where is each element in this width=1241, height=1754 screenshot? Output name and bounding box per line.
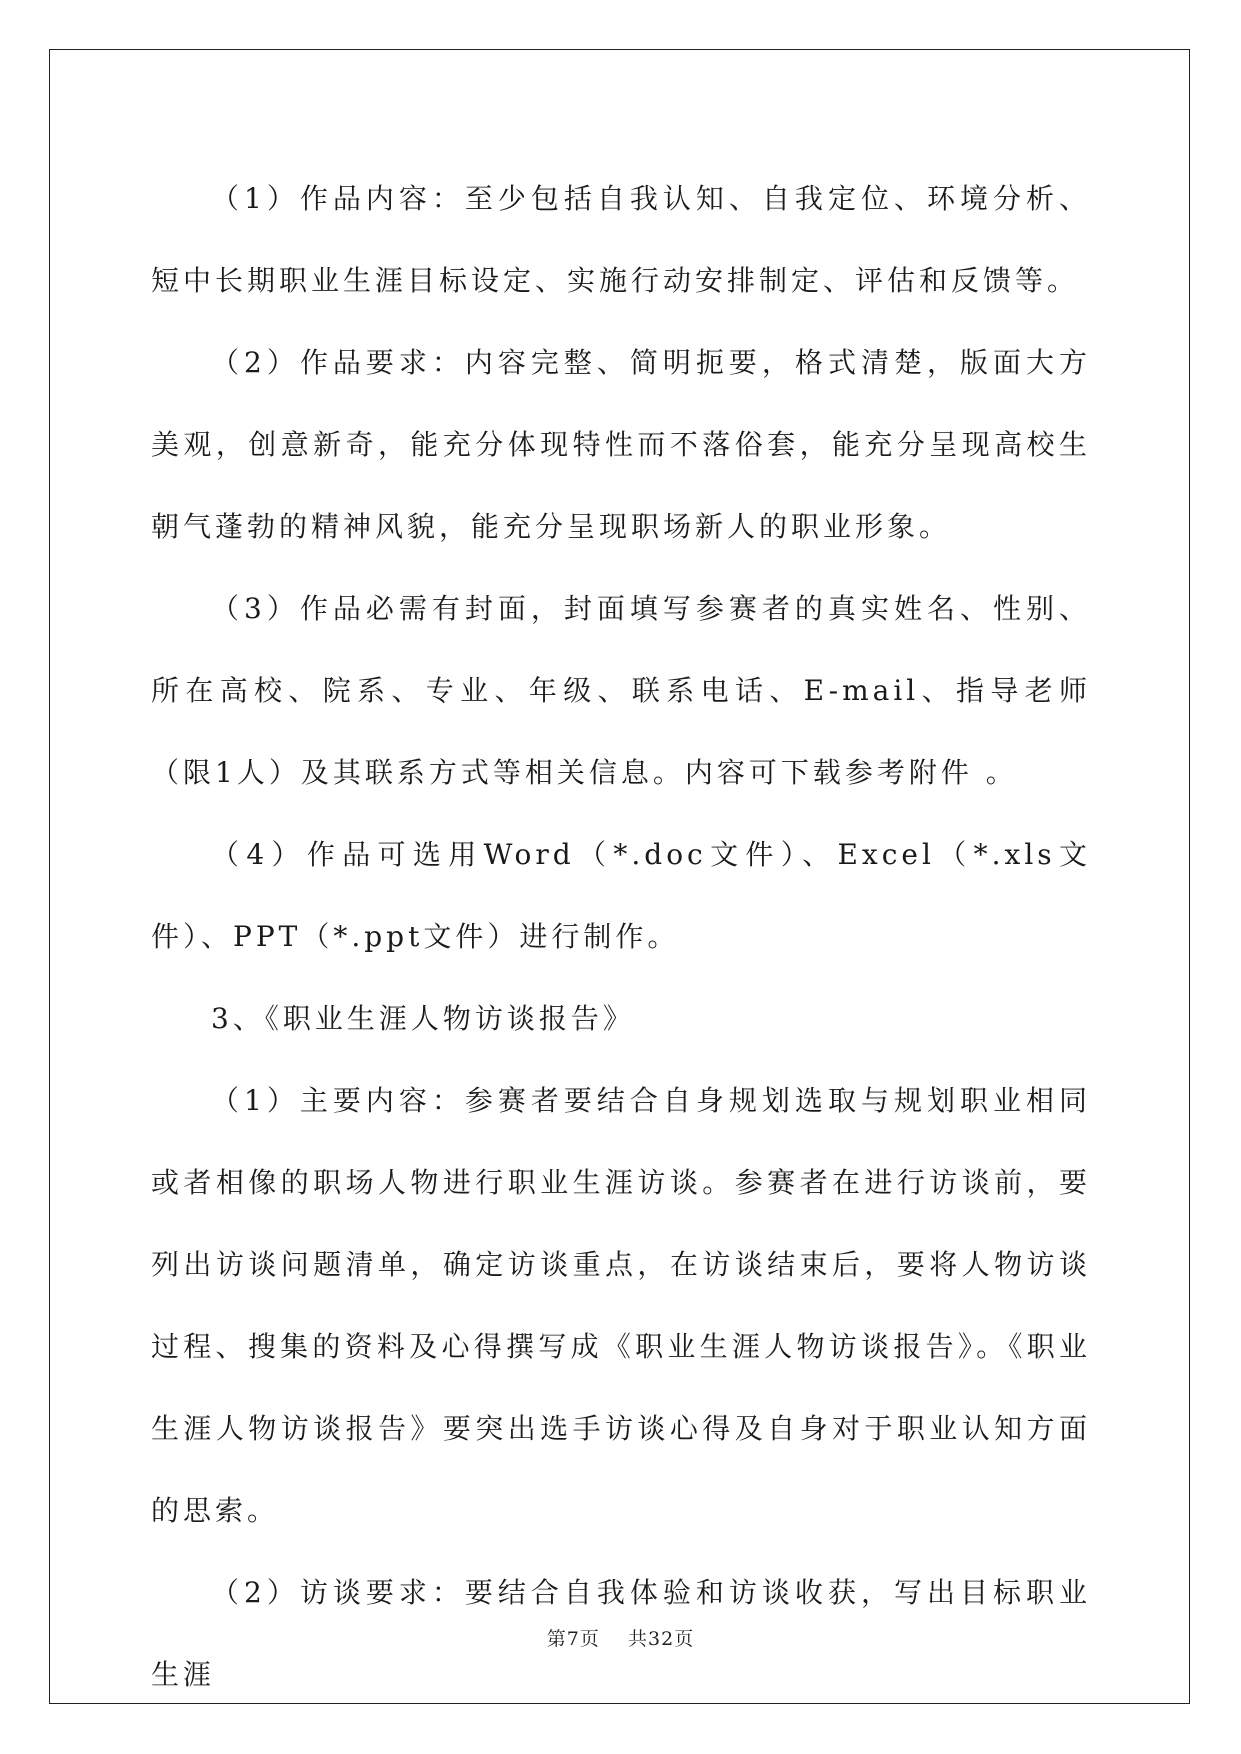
paragraph-cover-info: （3）作品必需有封面，封面填写参赛者的真实姓名、性别、所在高校、院系、专业、年级、联系电话、E-mail、指导老师（限1人）及其联系方式等相关信息。内容可下载参考附件 。 xyxy=(151,592,1091,789)
paragraph-interview-content: （1）主要内容：参赛者要结合自身规划选取与规划职业相同或者相像的职场人物进行职业生涯访谈。参赛者在进行访谈前，要列出访谈问题清单，确定访谈重点，在访谈结束后，要将人物访谈过程、搜集的资料及心得撰写成《职业生涯人物访谈报告》。《职业生涯人物访谈报告》要突出选手访谈心得及自身对于职业认知方面的思索。 xyxy=(151,1084,1091,1527)
paragraph-work-content: （1）作品内容：至少包括自我认知、自我定位、环境分析、短中长期职业生涯目标设定、实施行动安排制定、评估和反馈等。 xyxy=(151,182,1091,297)
total-pages: 共32页 xyxy=(628,1628,695,1650)
page-footer xyxy=(0,1624,1241,1651)
document-body xyxy=(151,158,1091,1716)
paragraph-file-formats: （4）作品可选用Word（*.doc文件）、Excel（*.xls文件）、PPT（*.ppt文件）进行制作。 xyxy=(151,838,1091,953)
page-number: 第7页 xyxy=(546,1628,600,1650)
paragraph-interview-requirements: （2）访谈要求：要结合自我体验和访谈收获，写出目标职业生涯 xyxy=(151,1576,1091,1691)
paragraph-work-requirements: （2）作品要求：内容完整、简明扼要，格式清楚，版面大方美观，创意新奇，能充分体现特性而不落俗套，能充分呈现高校生朝气蓬勃的精神风貌，能充分呈现职场新人的职业形象。 xyxy=(151,346,1091,543)
section-heading-interview-report: 3、《职业生涯人物访谈报告》 xyxy=(211,1002,635,1035)
